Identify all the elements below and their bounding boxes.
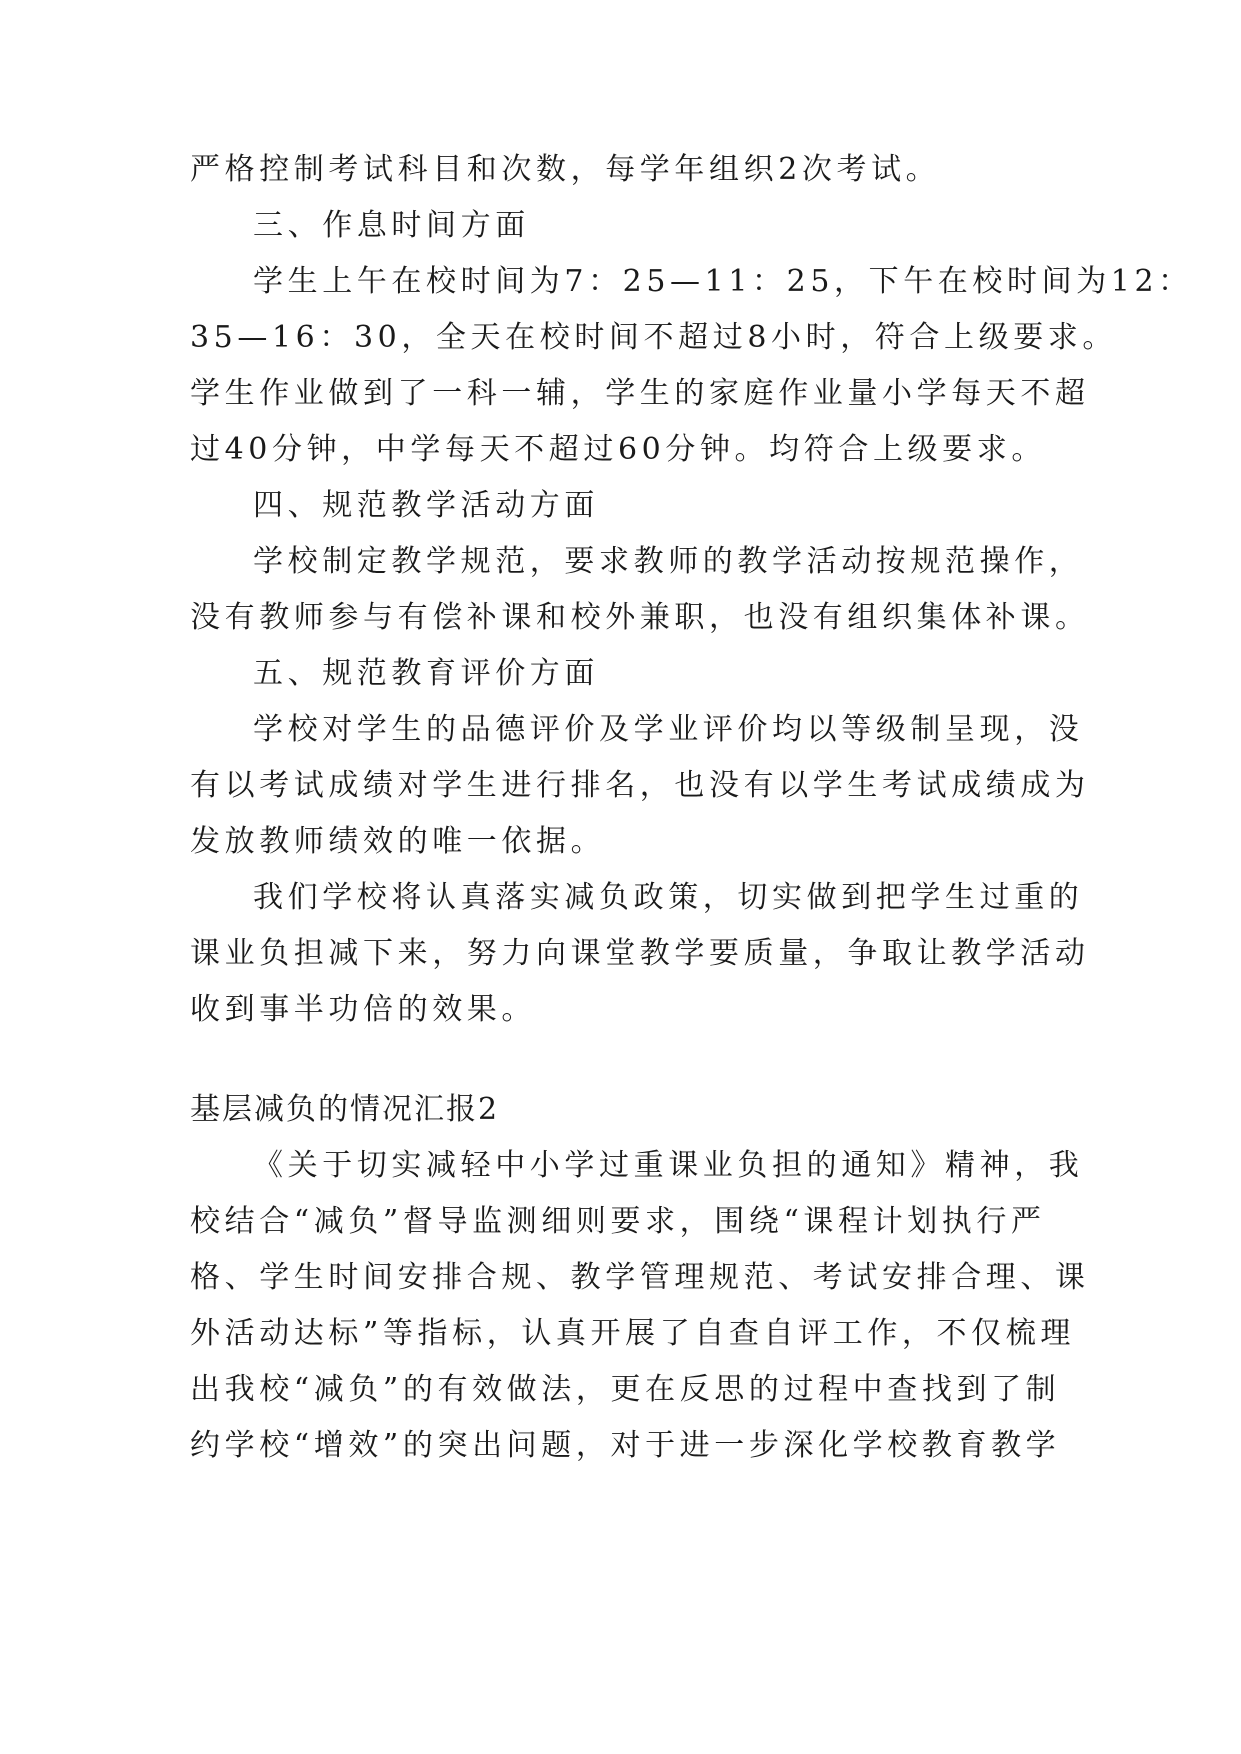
paragraph-line: 学生作业做到了一科一辅，学生的家庭作业量小学每天不超 (190, 376, 1090, 411)
paragraph-line: 《关于切实减轻中小学过重课业负担的通知》精神，我 (253, 1148, 1084, 1183)
paragraph-line: 出我校“减负”的有效做法，更在反思的过程中查找到了制 (190, 1372, 1061, 1407)
paragraph-line: 严格控制考试科目和次数，每学年组织2次考试。 (190, 152, 941, 187)
paragraph-line: 学校制定教学规范，要求教师的教学活动按规范操作， (253, 544, 1084, 579)
paragraph-line: 我们学校将认真落实减负政策，切实做到把学生过重的 (253, 880, 1084, 915)
paragraph-line: 发放教师绩效的唯一依据。 (190, 824, 606, 859)
paragraph-line: 收到事半功倍的效果。 (190, 992, 536, 1027)
paragraph-line: 约学校“增效”的突出问题，对于进一步深化学校教育教学 (190, 1428, 1061, 1463)
paragraph-line: 学生上午在校时间为7：25—11：25，下午在校时间为12： (253, 264, 1193, 299)
paragraph-line: 学校对学生的品德评价及学业评价均以等级制呈现，没 (253, 712, 1084, 747)
section-heading: 五、规范教育评价方面 (253, 656, 599, 691)
paragraph-line: 没有教师参与有偿补课和校外兼职，也没有组织集体补课。 (190, 600, 1090, 635)
paragraph-line: 35—16：30，全天在校时间不超过8小时，符合上级要求。 (190, 320, 1118, 355)
document-title: 基层减负的情况汇报2 (190, 1092, 500, 1127)
paragraph-line: 过40分钟，中学每天不超过60分钟。均符合上级要求。 (190, 432, 1046, 467)
paragraph-line: 格、学生时间安排合规、教学管理规范、考试安排合理、课 (190, 1260, 1090, 1295)
paragraph-line: 外活动达标”等指标，认真开展了自查自评工作，不仅梳理 (190, 1316, 1075, 1351)
section-heading: 三、作息时间方面 (253, 208, 530, 243)
paragraph-line: 有以考试成绩对学生进行排名，也没有以学生考试成绩成为 (190, 768, 1090, 803)
paragraph-line: 课业负担减下来，努力向课堂教学要质量，争取让教学活动 (190, 936, 1090, 971)
section-heading: 四、规范教学活动方面 (253, 488, 599, 523)
paragraph-line: 校结合“减负”督导监测细则要求，围绕“课程计划执行严 (190, 1204, 1046, 1239)
